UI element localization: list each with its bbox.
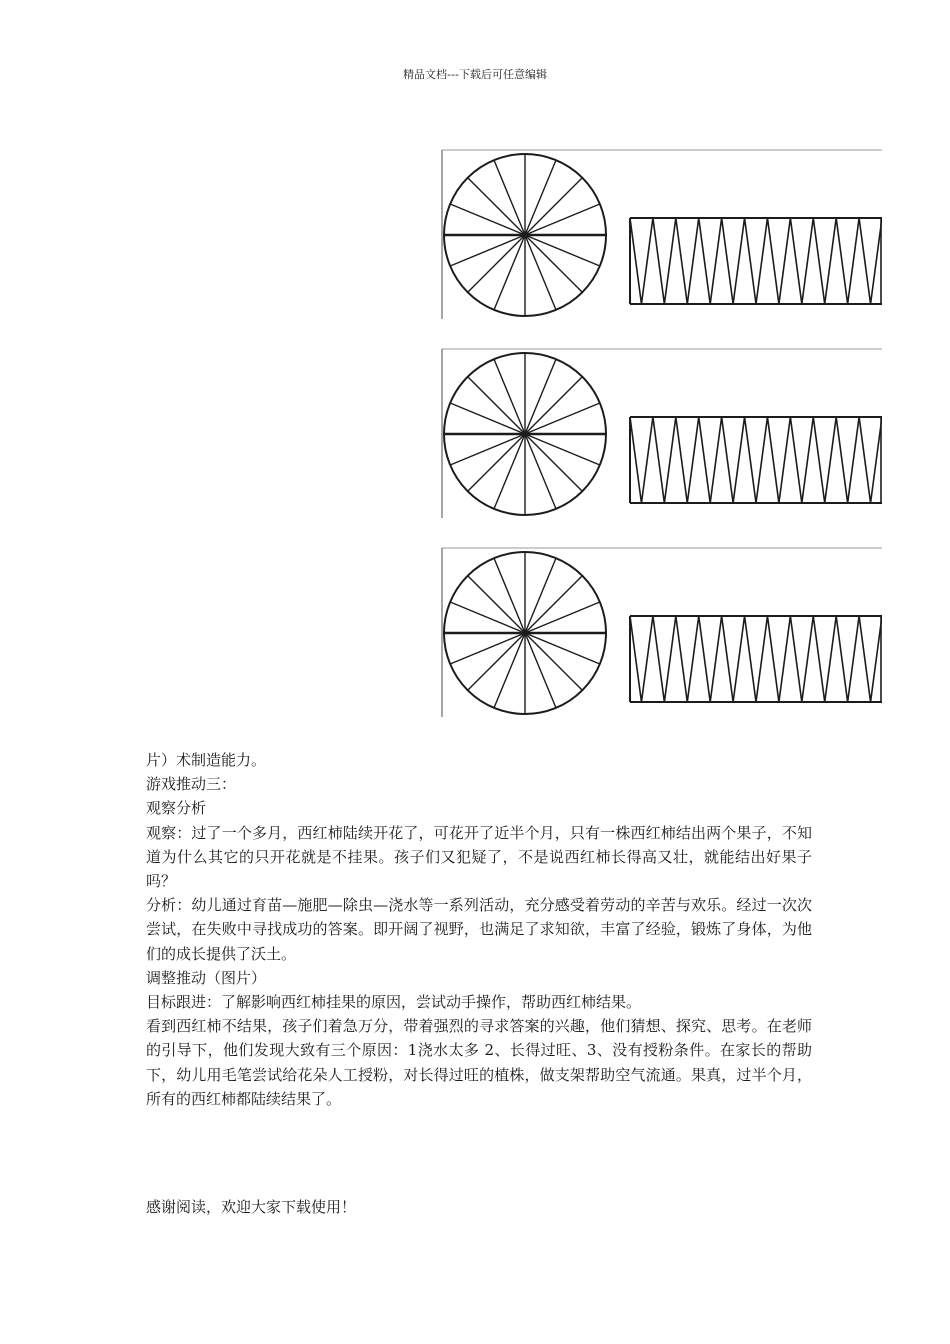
paragraph-4: 观察：过了一个多月，西红柿陆续开花了，可花开了近半个月，只有一株西红柿结出两个果子，不知道为什么其它的只开花就是不挂果。孩子们又犯疑了，不是说西红柿长得高又壮，就能结出好果子吗？	[146, 823, 812, 891]
paragraph-1: 片）术制造能力。	[146, 751, 267, 769]
wheel-zigzag-figure-2	[440, 348, 882, 520]
zigzag-line	[630, 417, 882, 503]
footer-thanks: 感谢阅读，欢迎大家下载使用！	[146, 1198, 357, 1216]
body-text	[146, 748, 812, 1111]
wheel-spoke	[525, 576, 582, 633]
zigzag-line	[630, 218, 882, 304]
wheel-spoke	[468, 434, 525, 491]
wheel-spoke	[468, 576, 525, 633]
wheel-spoke	[468, 377, 525, 434]
wheel-zigzag-figure-3	[440, 547, 882, 719]
paragraph-5: 分析：幼儿通过育苗—施肥—除虫—浇水等一系列活动，充分感受着劳动的辛苦与欢乐。经过一次次尝试，在失败中寻找成功的答案。即开阔了视野，也满足了求知欲，丰富了经验，锻炼了身体，为他们的成长提供了沃土。	[146, 896, 812, 963]
wheel-spoke	[468, 235, 525, 292]
figure-2-svg	[440, 348, 882, 520]
wheel-spoke	[525, 633, 582, 690]
paragraph-7: 目标跟进：了解影响西红柿挂果的原因，尝试动手操作，帮助西红柿结果。	[146, 993, 642, 1012]
paragraph-6: 调整推动（图片）	[146, 968, 267, 987]
wheel-spoke	[525, 178, 582, 235]
wheel-spoke	[525, 235, 582, 292]
wheel-spoke	[525, 377, 582, 434]
wheel-zigzag-figure-1	[440, 149, 882, 321]
figure-3-svg	[440, 547, 882, 719]
wheel-spoke	[468, 633, 525, 690]
wheel-spoke	[525, 434, 582, 491]
paragraph-3: 观察分析	[146, 799, 207, 818]
figure-1-svg	[440, 149, 882, 321]
paragraph-8: 看到西红柿不结果，孩子们着急万分，带着强烈的寻求答案的兴趣，他们猜想、探究、思考。在老师的引导下，他们发现大致有三个原因：1浇水太多 2、长得过旺、3、没有授粉条件。在家长的帮助下，幼儿用毛笔尝试给花朵人工授粉，对长得过旺的植株，做支架帮助空气流通。果真，过半个月，所有的西红柿都陆续结果了。	[146, 1017, 812, 1108]
page-header: 精品文档---下载后可任意编辑	[403, 68, 547, 81]
paragraph-2: 游戏推动三：	[146, 775, 237, 794]
wheel-spoke	[468, 178, 525, 235]
zigzag-line	[630, 616, 882, 702]
